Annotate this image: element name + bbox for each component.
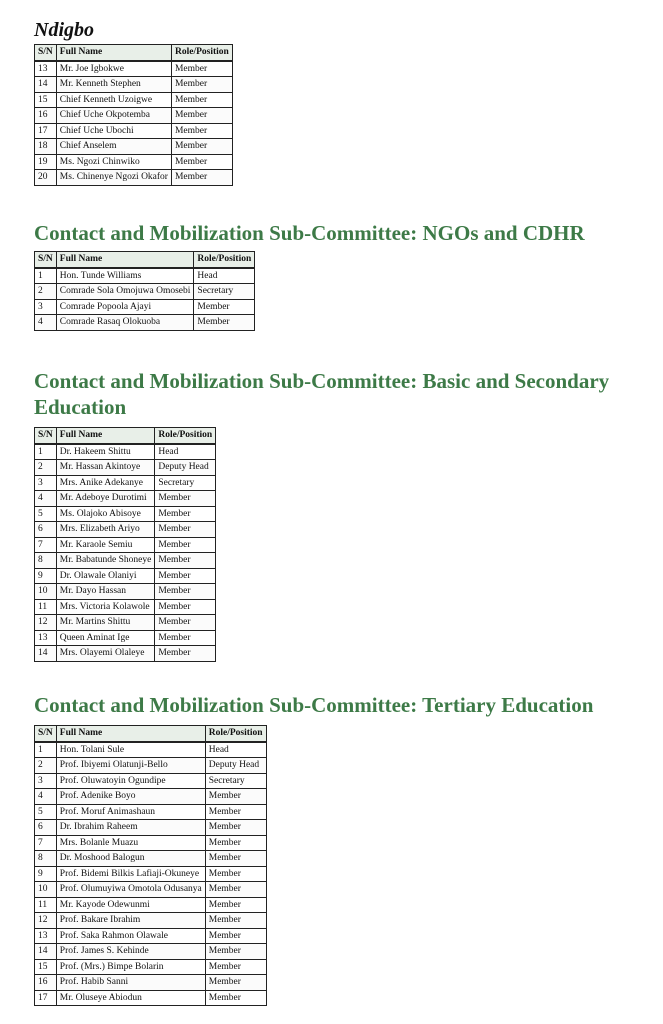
full-name-cell: Mr. Joe Igbokwe xyxy=(56,61,171,77)
section-title-ndigbo: Ndigbo xyxy=(34,19,94,41)
section-basic-education xyxy=(34,368,662,662)
sn-cell: 9 xyxy=(35,866,57,882)
role-cell: Member xyxy=(171,61,232,77)
table-row xyxy=(35,61,233,77)
sn-header: S/N xyxy=(35,428,57,444)
full-name-cell: Dr. Moshood Balogun xyxy=(56,851,205,867)
table-row xyxy=(35,646,216,662)
table-row xyxy=(35,615,216,631)
role-cell: Member xyxy=(205,866,266,882)
sn-cell: 19 xyxy=(35,154,57,170)
sn-cell: 17 xyxy=(35,990,57,1006)
role-cell: Member xyxy=(205,944,266,960)
full-name-cell: Prof. (Mrs.) Bimpe Bolarin xyxy=(56,959,205,975)
full-name-cell: Mr. Martins Shittu xyxy=(56,615,155,631)
sn-cell: 3 xyxy=(35,475,57,491)
role-cell: Member xyxy=(155,584,216,600)
table-row xyxy=(35,506,216,522)
sn-header: S/N xyxy=(35,726,57,742)
table-row xyxy=(35,299,255,315)
full-name-header: Full Name xyxy=(56,45,171,61)
sn-cell: 3 xyxy=(35,773,57,789)
role-cell: Member xyxy=(205,913,266,929)
role-cell: Member xyxy=(205,789,266,805)
sn-cell: 6 xyxy=(35,522,57,538)
table-row xyxy=(35,866,267,882)
table-row xyxy=(35,820,267,836)
full-name-cell: Mr. Kayode Odewunmi xyxy=(56,897,205,913)
role-cell: Deputy Head xyxy=(155,460,216,476)
full-name-cell: Mr. Adeboye Durotimi xyxy=(56,491,155,507)
sn-cell: 14 xyxy=(35,646,57,662)
role-cell: Member xyxy=(155,615,216,631)
sn-cell: 4 xyxy=(35,789,57,805)
full-name-header: Full Name xyxy=(56,428,155,444)
role-cell: Member xyxy=(205,835,266,851)
table-row xyxy=(35,882,267,898)
table-row xyxy=(35,789,267,805)
role-cell: Head xyxy=(194,268,255,284)
section-title-tertiary: Contact and Mobilization Sub-Committee: Tertiary Education xyxy=(34,693,594,717)
section-ndigbo xyxy=(34,18,233,186)
full-name-cell: Prof. Oluwatoyin Ogundipe xyxy=(56,773,205,789)
sn-cell: 13 xyxy=(35,928,57,944)
sn-cell: 11 xyxy=(35,897,57,913)
table-row xyxy=(35,108,233,124)
full-name-cell: Mr. Hassan Akintoye xyxy=(56,460,155,476)
full-name-cell: Queen Aminat Ige xyxy=(56,630,155,646)
sn-cell: 5 xyxy=(35,506,57,522)
sn-cell: 18 xyxy=(35,139,57,155)
table-row xyxy=(35,630,216,646)
full-name-cell: Comrade Rasaq Olokuoba xyxy=(56,315,194,331)
role-cell: Head xyxy=(205,742,266,758)
full-name-cell: Dr. Olawale Olaniyi xyxy=(56,568,155,584)
sn-cell: 17 xyxy=(35,123,57,139)
sn-cell: 7 xyxy=(35,835,57,851)
section-title-basic: Contact and Mobilization Sub-Committee: Basic and Secondary Education xyxy=(34,369,610,419)
role-cell: Member xyxy=(155,522,216,538)
sn-cell: 10 xyxy=(35,584,57,600)
sn-cell: 10 xyxy=(35,882,57,898)
role-cell: Member xyxy=(155,646,216,662)
sn-cell: 16 xyxy=(35,108,57,124)
role-cell: Member xyxy=(205,851,266,867)
table-row xyxy=(35,537,216,553)
sn-cell: 9 xyxy=(35,568,57,584)
role-cell: Member xyxy=(205,990,266,1006)
sn-cell: 11 xyxy=(35,599,57,615)
role-cell: Member xyxy=(171,170,232,186)
full-name-cell: Mrs. Bolanle Muazu xyxy=(56,835,205,851)
role-cell: Member xyxy=(171,92,232,108)
role-cell: Member xyxy=(171,139,232,155)
full-name-cell: Mr. Oluseye Abiodun xyxy=(56,990,205,1006)
section-ngos xyxy=(34,220,585,331)
table-row xyxy=(35,315,255,331)
table-row xyxy=(35,804,267,820)
role-cell: Member xyxy=(171,108,232,124)
table-row xyxy=(35,568,216,584)
sn-cell: 14 xyxy=(35,77,57,93)
sn-cell: 14 xyxy=(35,944,57,960)
role-cell: Member xyxy=(155,568,216,584)
full-name-cell: Mrs. Olayemi Olaleye xyxy=(56,646,155,662)
sn-cell: 20 xyxy=(35,170,57,186)
role-cell: Secretary xyxy=(155,475,216,491)
table-row xyxy=(35,444,216,460)
full-name-cell: Mr. Dayo Hassan xyxy=(56,584,155,600)
section-title-ngos: Contact and Mobilization Sub-Committee: NGOs and CDHR xyxy=(34,221,585,245)
role-cell: Member xyxy=(205,928,266,944)
full-name-cell: Prof. Habib Sanni xyxy=(56,975,205,991)
table-row xyxy=(35,170,233,186)
table-row xyxy=(35,491,216,507)
full-name-cell: Mr. Babatunde Shoneye xyxy=(56,553,155,569)
table-row xyxy=(35,154,233,170)
basic-table xyxy=(34,427,216,662)
role-cell: Member xyxy=(205,882,266,898)
role-cell: Secretary xyxy=(194,284,255,300)
table-header-row xyxy=(35,428,216,444)
sn-header: S/N xyxy=(35,45,57,61)
table-row xyxy=(35,123,233,139)
sn-cell: 1 xyxy=(35,268,57,284)
sn-cell: 2 xyxy=(35,460,57,476)
full-name-cell: Prof. Olumuyiwa Omotola Odusanya xyxy=(56,882,205,898)
full-name-cell: Hon. Tunde Williams xyxy=(56,268,194,284)
role-cell: Head xyxy=(155,444,216,460)
sn-cell: 12 xyxy=(35,913,57,929)
sn-cell: 13 xyxy=(35,630,57,646)
role-cell: Member xyxy=(155,491,216,507)
ngos-table xyxy=(34,251,255,331)
role-cell: Member xyxy=(155,506,216,522)
table-row xyxy=(35,460,216,476)
full-name-cell: Chief Anselem xyxy=(56,139,171,155)
ndigbo-table xyxy=(34,44,233,186)
table-row xyxy=(35,475,216,491)
full-name-cell: Chief Uche Okpotemba xyxy=(56,108,171,124)
sn-cell: 13 xyxy=(35,61,57,77)
table-row xyxy=(35,584,216,600)
full-name-cell: Mrs. Elizabeth Ariyo xyxy=(56,522,155,538)
table-header-row xyxy=(35,252,255,268)
tertiary-table xyxy=(34,725,267,1006)
full-name-cell: Chief Kenneth Uzoigwe xyxy=(56,92,171,108)
role-cell: Member xyxy=(155,537,216,553)
table-header-row xyxy=(35,726,267,742)
full-name-cell: Dr. Ibrahim Raheem xyxy=(56,820,205,836)
full-name-cell: Prof. Ibiyemi Olatunji-Bello xyxy=(56,758,205,774)
role-cell: Member xyxy=(205,959,266,975)
role-cell: Member xyxy=(155,553,216,569)
sn-cell: 4 xyxy=(35,491,57,507)
full-name-cell: Dr. Hakeem Shittu xyxy=(56,444,155,460)
full-name-header: Full Name xyxy=(56,726,205,742)
sn-cell: 8 xyxy=(35,851,57,867)
table-row xyxy=(35,835,267,851)
section-tertiary-education xyxy=(34,692,593,1006)
full-name-cell: Prof. Adenike Boyo xyxy=(56,789,205,805)
table-row xyxy=(35,742,267,758)
table-row xyxy=(35,990,267,1006)
role-cell: Member xyxy=(155,599,216,615)
full-name-cell: Prof. Moruf Animashaun xyxy=(56,804,205,820)
table-row xyxy=(35,599,216,615)
table-row xyxy=(35,139,233,155)
table-row xyxy=(35,758,267,774)
role-header: Role/Position xyxy=(171,45,232,61)
full-name-cell: Comrade Sola Omojuwa Omosebi xyxy=(56,284,194,300)
full-name-cell: Ms. Olajoko Abisoye xyxy=(56,506,155,522)
full-name-cell: Comrade Popoola Ajayi xyxy=(56,299,194,315)
full-name-cell: Prof. Bakare Ibrahim xyxy=(56,913,205,929)
role-cell: Member xyxy=(194,315,255,331)
sn-cell: 3 xyxy=(35,299,57,315)
sn-cell: 15 xyxy=(35,959,57,975)
sn-cell: 15 xyxy=(35,92,57,108)
full-name-cell: Mrs. Victoria Kolawole xyxy=(56,599,155,615)
sn-cell: 1 xyxy=(35,444,57,460)
role-cell: Member xyxy=(205,804,266,820)
full-name-cell: Prof. James S. Kehinde xyxy=(56,944,205,960)
sn-cell: 5 xyxy=(35,804,57,820)
role-cell: Secretary xyxy=(205,773,266,789)
sn-header: S/N xyxy=(35,252,57,268)
full-name-cell: Mrs. Anike Adekanye xyxy=(56,475,155,491)
table-row xyxy=(35,522,216,538)
full-name-cell: Hon. Tolani Sule xyxy=(56,742,205,758)
role-header: Role/Position xyxy=(205,726,266,742)
sn-cell: 6 xyxy=(35,820,57,836)
role-cell: Member xyxy=(205,820,266,836)
full-name-cell: Chief Uche Ubochi xyxy=(56,123,171,139)
role-header: Role/Position xyxy=(155,428,216,444)
role-cell: Deputy Head xyxy=(205,758,266,774)
full-name-cell: Ms. Chinenye Ngozi Okafor xyxy=(56,170,171,186)
table-row xyxy=(35,553,216,569)
table-row xyxy=(35,928,267,944)
table-row xyxy=(35,77,233,93)
full-name-cell: Prof. Saka Rahmon Olawale xyxy=(56,928,205,944)
table-row xyxy=(35,975,267,991)
table-row xyxy=(35,773,267,789)
full-name-cell: Ms. Ngozi Chinwiko xyxy=(56,154,171,170)
sn-cell: 8 xyxy=(35,553,57,569)
table-row xyxy=(35,897,267,913)
sn-cell: 1 xyxy=(35,742,57,758)
sn-cell: 4 xyxy=(35,315,57,331)
sn-cell: 7 xyxy=(35,537,57,553)
table-row xyxy=(35,851,267,867)
table-row xyxy=(35,959,267,975)
sn-cell: 16 xyxy=(35,975,57,991)
role-cell: Member xyxy=(205,897,266,913)
full-name-header: Full Name xyxy=(56,252,194,268)
role-header: Role/Position xyxy=(194,252,255,268)
table-row xyxy=(35,268,255,284)
sn-cell: 12 xyxy=(35,615,57,631)
sn-cell: 2 xyxy=(35,758,57,774)
role-cell: Member xyxy=(171,123,232,139)
role-cell: Member xyxy=(171,77,232,93)
role-cell: Member xyxy=(194,299,255,315)
full-name-cell: Mr. Karaole Semiu xyxy=(56,537,155,553)
table-row xyxy=(35,944,267,960)
role-cell: Member xyxy=(171,154,232,170)
full-name-cell: Prof. Bidemi Bilkis Lafiaji-Okuneye xyxy=(56,866,205,882)
role-cell: Member xyxy=(155,630,216,646)
table-row xyxy=(35,284,255,300)
sn-cell: 2 xyxy=(35,284,57,300)
table-header-row xyxy=(35,45,233,61)
table-row xyxy=(35,92,233,108)
table-row xyxy=(35,913,267,929)
full-name-cell: Mr. Kenneth Stephen xyxy=(56,77,171,93)
role-cell: Member xyxy=(205,975,266,991)
